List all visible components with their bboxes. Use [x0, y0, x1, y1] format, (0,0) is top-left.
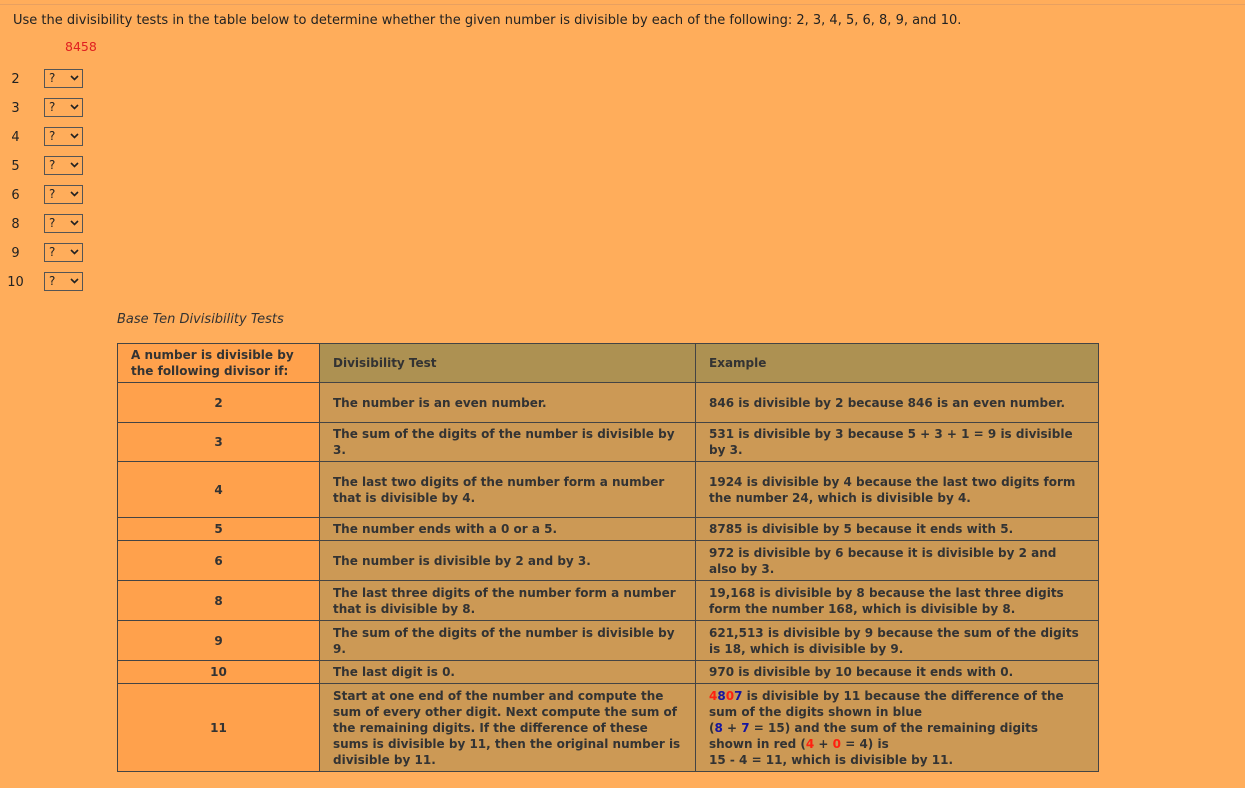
test-cell: The sum of the digits of the number is divisible by 3. — [320, 423, 696, 462]
divisor-label: 10 — [7, 275, 24, 290]
divisor-answer-select[interactable] — [44, 243, 83, 262]
chevron-down-icon — [70, 104, 79, 110]
chevron-down-icon — [70, 191, 79, 197]
divisor-label: 2 — [11, 72, 20, 87]
divisor-cell: 5 — [118, 518, 320, 541]
table-row — [118, 684, 1099, 772]
divisor-cell: 6 — [118, 541, 320, 581]
divisor-row — [0, 127, 100, 147]
table-body — [118, 383, 1099, 772]
test-cell: The number ends with a 0 or a 5. — [320, 518, 696, 541]
header-test: Divisibility Test — [320, 344, 696, 383]
divisor-cell: 11 — [118, 684, 320, 772]
table-row — [118, 621, 1099, 661]
example-digit-red: 4 — [805, 736, 815, 751]
header-divisor: A number is divisible by the following divisor if: — [118, 344, 320, 383]
select-value: ? — [49, 245, 56, 259]
divisibility-tests-table — [117, 343, 1099, 772]
example-cell: 846 is divisible by 2 because 846 is an even number. — [696, 383, 1099, 423]
instructions-text: Use the divisibility tests in the table below to determine whether the given number is divisible by each of the following: 2, 3, 4, 5, 6, 8, 9, and 10. — [13, 13, 962, 28]
table-row — [118, 423, 1099, 462]
test-cell: Start at one end of the number and compute the sum of every other digit. Next compute the sum of the remaining digits. If the difference of these sums is divisible by 11, then the original number is divisible by 11. — [320, 684, 696, 772]
example-digit-red: 0 — [725, 688, 735, 703]
table-row — [118, 661, 1099, 684]
select-value: ? — [49, 216, 56, 230]
divisor-answer-select[interactable] — [44, 214, 83, 233]
divisor-row — [0, 69, 100, 89]
chevron-down-icon — [70, 133, 79, 139]
divisor-answer-select[interactable] — [44, 156, 83, 175]
divisor-answer-select[interactable] — [44, 272, 83, 291]
example-digit-blue: 7 — [734, 688, 743, 703]
table-row — [118, 383, 1099, 423]
example-cell: 8785 is divisible by 5 because it ends with 5. — [696, 518, 1099, 541]
example-cell: 531 is divisible by 3 because 5 + 3 + 1 = 9 is divisible by 3. — [696, 423, 1099, 462]
example-cell: 19,168 is divisible by 8 because the last three digits form the number 168, which is divisible by 8. — [696, 581, 1099, 621]
divisor-row — [0, 214, 100, 234]
divisor-label: 3 — [11, 101, 20, 116]
divisor-row — [0, 156, 100, 176]
select-value: ? — [49, 129, 56, 143]
divisor-label: 8 — [11, 217, 20, 232]
chevron-down-icon — [70, 162, 79, 168]
divisor-label: 5 — [11, 159, 20, 174]
table-row — [118, 462, 1099, 518]
table-row — [118, 541, 1099, 581]
example-cell: 1924 is divisible by 4 because the last two digits form the number 24, which is divisible by 4. — [696, 462, 1099, 518]
header-example: Example — [696, 344, 1099, 383]
divisor-label: 6 — [11, 188, 20, 203]
example-cell: 972 is divisible by 6 because it is divisible by 2 and also by 3. — [696, 541, 1099, 581]
test-cell: The number is an even number. — [320, 383, 696, 423]
chevron-down-icon — [70, 75, 79, 81]
divisor-row — [0, 98, 100, 118]
example-text: ( — [709, 720, 715, 735]
divisor-cell: 3 — [118, 423, 320, 462]
select-value: ? — [49, 187, 56, 201]
divisor-cell: 9 — [118, 621, 320, 661]
example-cell: 970 is divisible by 10 because it ends with 0. — [696, 661, 1099, 684]
top-divider — [0, 4, 1245, 5]
select-value: ? — [49, 71, 56, 85]
divisor-answer-select[interactable] — [44, 185, 83, 204]
example-text: = 15) and the sum of the remaining digits shown in red ( — [709, 720, 1039, 751]
given-number: 8458 — [65, 39, 97, 54]
divisor-row — [0, 185, 100, 205]
chevron-down-icon — [70, 249, 79, 255]
example-digit-red: 0 — [832, 736, 842, 751]
divisor-row — [0, 243, 100, 263]
divisor-cell: 8 — [118, 581, 320, 621]
divisor-row — [0, 272, 100, 292]
example-digit-blue: 8 — [717, 688, 726, 703]
example-digit-blue: 7 — [741, 720, 750, 735]
divisor-cell: 4 — [118, 462, 320, 518]
chevron-down-icon — [70, 220, 79, 226]
divisor-cell: 10 — [118, 661, 320, 684]
test-cell: The number is divisible by 2 and by 3. — [320, 541, 696, 581]
divisor-cell: 2 — [118, 383, 320, 423]
example-digit-red: 4 — [709, 688, 718, 703]
chevron-down-icon — [70, 278, 79, 284]
example-text: = 4) is — [841, 736, 889, 751]
example-text: is divisible by 11 because the difference of the sum of the digits shown in blue — [709, 688, 1064, 719]
example-text: + — [722, 720, 742, 735]
select-value: ? — [49, 158, 56, 172]
divisor-answer-select[interactable] — [44, 127, 83, 146]
divisor-label: 4 — [11, 130, 20, 145]
test-cell: The last digit is 0. — [320, 661, 696, 684]
table-header-row — [118, 344, 1099, 383]
divisor-answer-select[interactable] — [44, 98, 83, 117]
test-cell: The sum of the digits of the number is divisible by 9. — [320, 621, 696, 661]
table-caption: Base Ten Divisibility Tests — [117, 312, 284, 327]
test-cell: The last two digits of the number form a number that is divisible by 4. — [320, 462, 696, 518]
example-cell: 621,513 is divisible by 9 because the sum of the digits is 18, which is divisible by 9. — [696, 621, 1099, 661]
table-row — [118, 518, 1099, 541]
example-text: 15 - 4 = 11, which is divisible by 11. — [709, 752, 954, 767]
select-value: ? — [49, 274, 56, 288]
select-value: ? — [49, 100, 56, 114]
example-text: + — [814, 736, 833, 751]
example-digit-blue: 8 — [714, 720, 723, 735]
divisor-label: 9 — [11, 246, 20, 261]
test-cell: The last three digits of the number form a number that is divisible by 8. — [320, 581, 696, 621]
example-cell — [696, 684, 1099, 772]
table-row — [118, 581, 1099, 621]
divisor-answer-select[interactable] — [44, 69, 83, 88]
